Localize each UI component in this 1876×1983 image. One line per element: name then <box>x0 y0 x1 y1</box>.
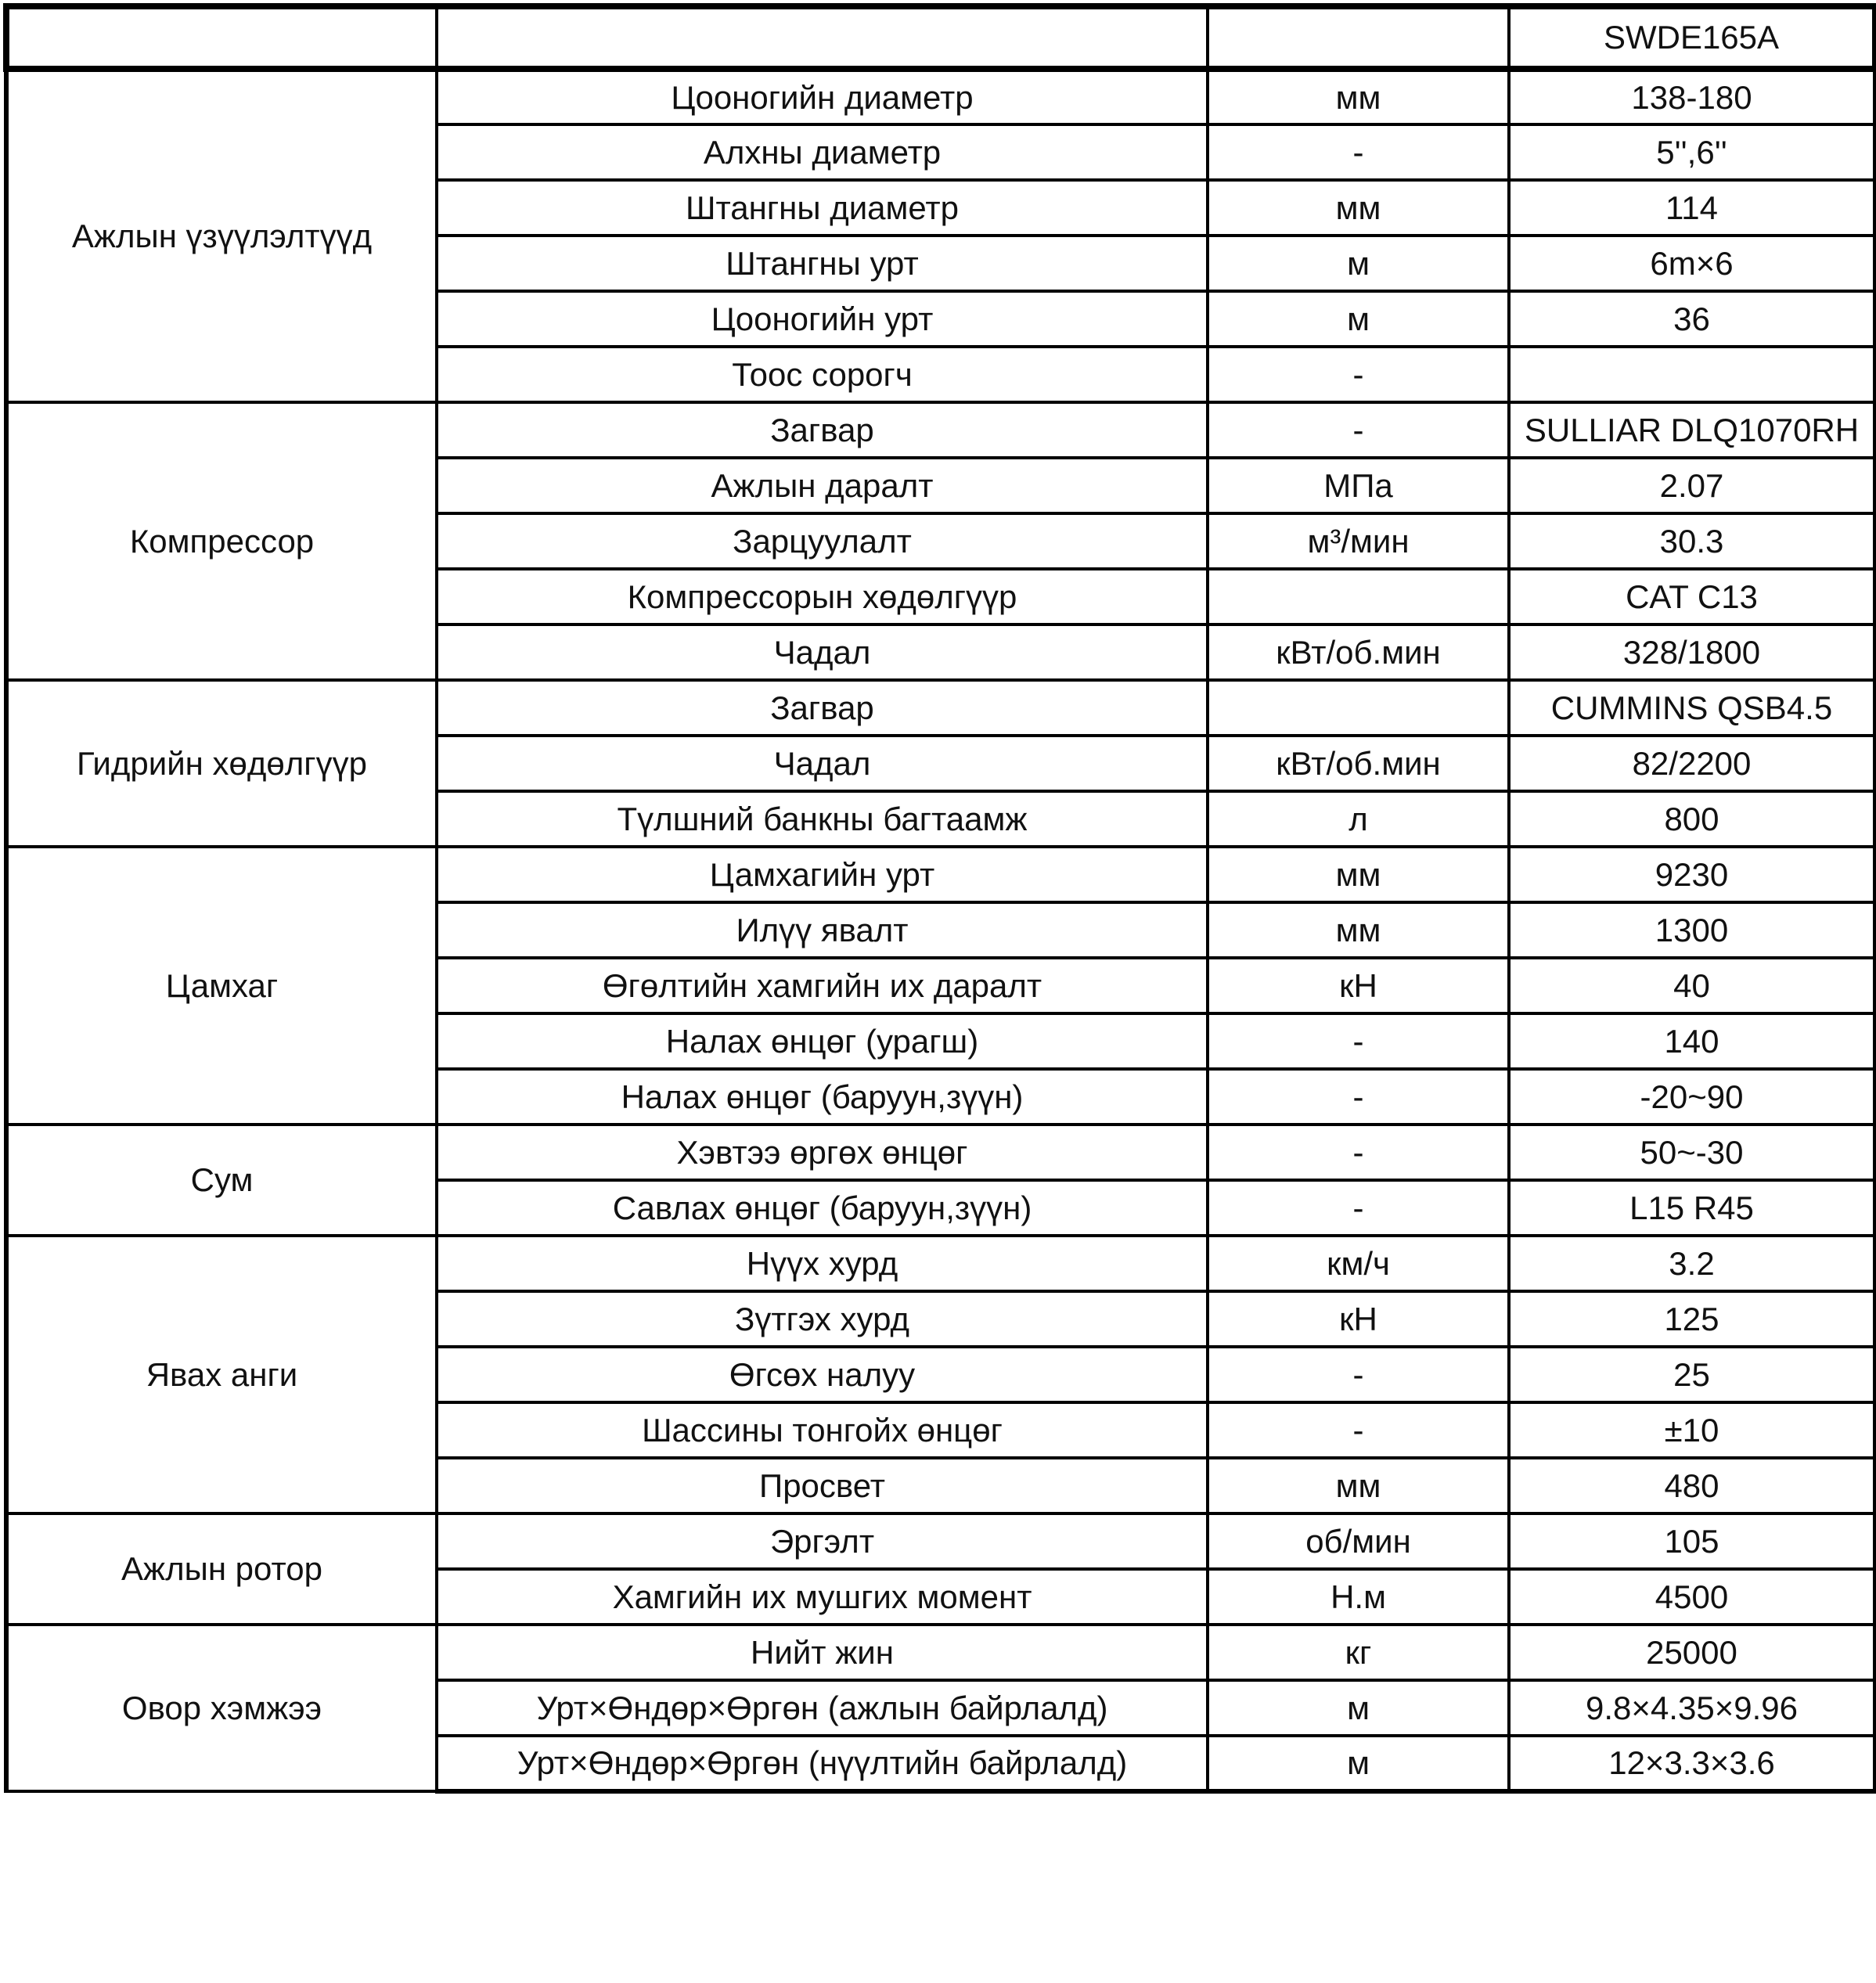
group-label: Компрессор <box>6 402 437 680</box>
unit-cell: - <box>1208 1402 1509 1458</box>
value-cell: 25000 <box>1509 1625 1875 1680</box>
unit-cell: - <box>1208 1013 1509 1069</box>
group-label: Цамхаг <box>6 847 437 1125</box>
parameter-cell: Урт×Өндөр×Өргөн (нүүлтийн байрлалд) <box>437 1736 1208 1791</box>
value-cell: 3.2 <box>1509 1236 1875 1291</box>
parameter-cell: Шассины тонгойх өнцөг <box>437 1402 1208 1458</box>
unit-cell: - <box>1208 124 1509 180</box>
value-cell: 125 <box>1509 1291 1875 1347</box>
unit-cell: мм <box>1208 180 1509 236</box>
parameter-cell: Зарцуулалт <box>437 513 1208 569</box>
unit-cell: кВт/об.мин <box>1208 624 1509 680</box>
parameter-cell: Савлах өнцөг (баруун,зүүн) <box>437 1180 1208 1236</box>
table-row <box>6 680 1875 736</box>
value-cell: 138-180 <box>1509 69 1875 124</box>
parameter-cell: Илүү явалт <box>437 902 1208 958</box>
unit-cell: - <box>1208 402 1509 458</box>
parameter-cell: Чадал <box>437 736 1208 791</box>
unit-cell: кН <box>1208 958 1509 1013</box>
unit-cell: мм <box>1208 847 1509 902</box>
value-cell: 114 <box>1509 180 1875 236</box>
value-cell: 12×3.3×3.6 <box>1509 1736 1875 1791</box>
unit-cell: - <box>1208 1069 1509 1125</box>
parameter-cell: Зүтгэх хурд <box>437 1291 1208 1347</box>
table-header-row <box>6 6 1875 69</box>
unit-cell: - <box>1208 347 1509 402</box>
value-cell: 2.07 <box>1509 458 1875 513</box>
table-row <box>6 1625 1875 1680</box>
parameter-cell: Түлшний банкны багтаамж <box>437 791 1208 847</box>
parameter-cell: Урт×Өндөр×Өргөн (ажлын байрлалд) <box>437 1680 1208 1736</box>
parameter-cell: Тоос сорогч <box>437 347 1208 402</box>
value-cell: 328/1800 <box>1509 624 1875 680</box>
value-cell: 4500 <box>1509 1569 1875 1625</box>
group-label: Гидрийн хөдөлгүүр <box>6 680 437 847</box>
group-label: Ажлын үзүүлэлтүүд <box>6 69 437 402</box>
group-label: Явах анги <box>6 1236 437 1513</box>
unit-cell: - <box>1208 1180 1509 1236</box>
parameter-cell: Цооногийн урт <box>437 291 1208 347</box>
parameter-cell: Загвар <box>437 402 1208 458</box>
unit-cell: об/мин <box>1208 1513 1509 1569</box>
unit-cell <box>1208 569 1509 624</box>
value-cell: 9.8×4.35×9.96 <box>1509 1680 1875 1736</box>
value-cell: 50~-30 <box>1509 1125 1875 1180</box>
spec-table <box>3 3 1876 1794</box>
unit-cell: мм <box>1208 902 1509 958</box>
unit-cell: км/ч <box>1208 1236 1509 1291</box>
value-cell: 40 <box>1509 958 1875 1013</box>
value-cell <box>1509 347 1875 402</box>
unit-cell: мм <box>1208 69 1509 124</box>
parameter-cell: Алхны диаметр <box>437 124 1208 180</box>
unit-cell: МПа <box>1208 458 1509 513</box>
parameter-cell: Компрессорын хөдөлгүүр <box>437 569 1208 624</box>
unit-cell: м <box>1208 1680 1509 1736</box>
parameter-cell: Нийт жин <box>437 1625 1208 1680</box>
group-label: Овор хэмжээ <box>6 1625 437 1791</box>
value-cell: 5'',6'' <box>1509 124 1875 180</box>
value-cell: CUMMINS QSB4.5 <box>1509 680 1875 736</box>
parameter-cell: Эргэлт <box>437 1513 1208 1569</box>
value-cell: 1300 <box>1509 902 1875 958</box>
table-row <box>6 1236 1875 1291</box>
value-cell: CAT C13 <box>1509 569 1875 624</box>
parameter-cell: Чадал <box>437 624 1208 680</box>
value-cell: 140 <box>1509 1013 1875 1069</box>
parameter-cell: Нүүх хурд <box>437 1236 1208 1291</box>
value-cell: L15 R45 <box>1509 1180 1875 1236</box>
parameter-cell: Загвар <box>437 680 1208 736</box>
unit-cell <box>1208 680 1509 736</box>
value-cell: 30.3 <box>1509 513 1875 569</box>
value-cell: 6m×6 <box>1509 236 1875 291</box>
parameter-cell: Просвет <box>437 1458 1208 1513</box>
parameter-cell: Өгсөх налуу <box>437 1347 1208 1402</box>
table-row <box>6 69 1875 124</box>
value-cell: 82/2200 <box>1509 736 1875 791</box>
spec-table-body <box>6 6 1875 1791</box>
table-row <box>6 402 1875 458</box>
parameter-cell: Хэвтээ өргөх өнцөг <box>437 1125 1208 1180</box>
header-cell-unit <box>1208 6 1509 69</box>
parameter-cell: Хамгийн их мушгих момент <box>437 1569 1208 1625</box>
unit-cell: кг <box>1208 1625 1509 1680</box>
header-cell-parameter <box>437 6 1208 69</box>
unit-cell: м <box>1208 236 1509 291</box>
value-cell: SULLIAR DLQ1070RH <box>1509 402 1875 458</box>
table-row <box>6 1125 1875 1180</box>
parameter-cell: Штангны урт <box>437 236 1208 291</box>
parameter-cell: Налах өнцөг (урагш) <box>437 1013 1208 1069</box>
unit-cell: кВт/об.мин <box>1208 736 1509 791</box>
parameter-cell: Өгөлтийн хамгийн их даралт <box>437 958 1208 1013</box>
parameter-cell: Цамхагийн урт <box>437 847 1208 902</box>
value-cell: 800 <box>1509 791 1875 847</box>
parameter-cell: Штангны диаметр <box>437 180 1208 236</box>
unit-cell: м³/мин <box>1208 513 1509 569</box>
group-label: Сум <box>6 1125 437 1236</box>
value-cell: ±10 <box>1509 1402 1875 1458</box>
header-cell-model: SWDE165A <box>1509 6 1875 69</box>
group-label: Ажлын ротор <box>6 1513 437 1625</box>
unit-cell: м <box>1208 1736 1509 1791</box>
unit-cell: - <box>1208 1125 1509 1180</box>
value-cell: 480 <box>1509 1458 1875 1513</box>
header-cell-group <box>6 6 437 69</box>
table-row <box>6 847 1875 902</box>
value-cell: 25 <box>1509 1347 1875 1402</box>
parameter-cell: Ажлын даралт <box>437 458 1208 513</box>
parameter-cell: Налах өнцөг (баруун,зүүн) <box>437 1069 1208 1125</box>
value-cell: 105 <box>1509 1513 1875 1569</box>
unit-cell: м <box>1208 291 1509 347</box>
unit-cell: кН <box>1208 1291 1509 1347</box>
value-cell: 9230 <box>1509 847 1875 902</box>
parameter-cell: Цооногийн диаметр <box>437 69 1208 124</box>
unit-cell: л <box>1208 791 1509 847</box>
unit-cell: Н.м <box>1208 1569 1509 1625</box>
value-cell: -20~90 <box>1509 1069 1875 1125</box>
unit-cell: мм <box>1208 1458 1509 1513</box>
value-cell: 36 <box>1509 291 1875 347</box>
table-row <box>6 1513 1875 1569</box>
unit-cell: - <box>1208 1347 1509 1402</box>
